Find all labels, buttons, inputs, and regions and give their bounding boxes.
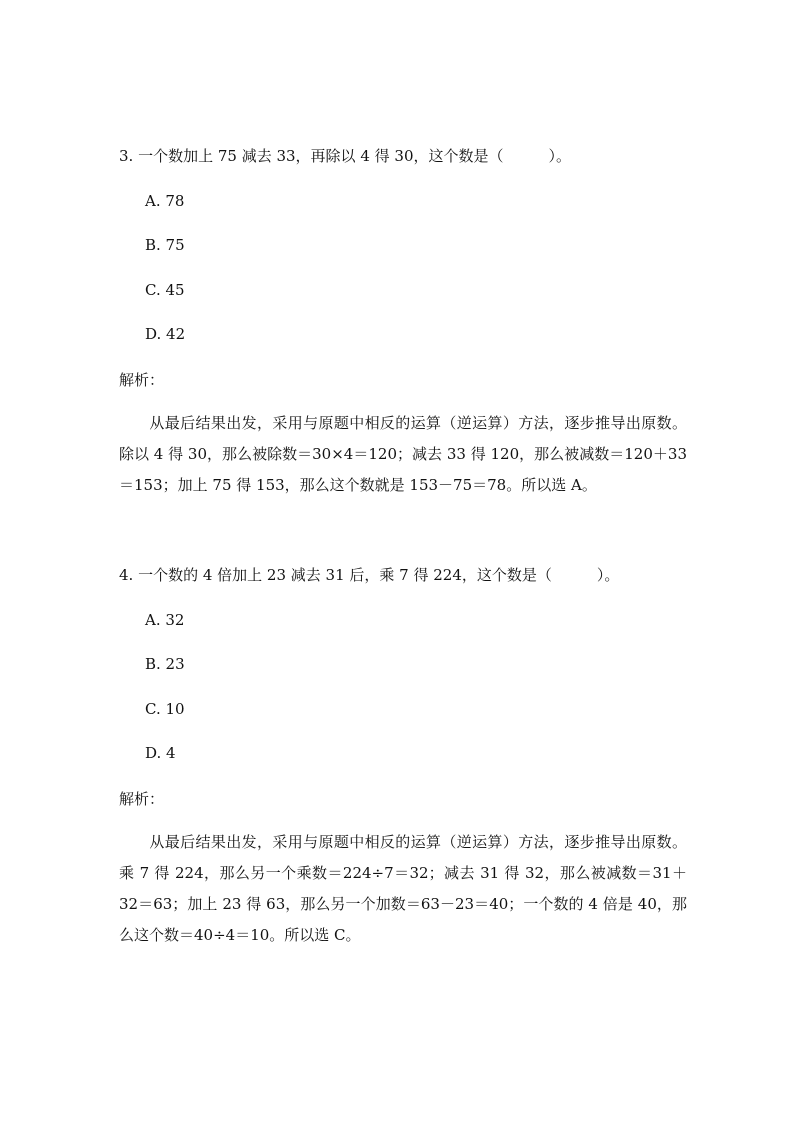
option-c: C. 10 [145,700,185,718]
analysis-text [119,408,687,501]
analysis-label: 解析： [119,371,165,389]
analysis-text [119,827,687,951]
option-b: B. 75 [145,236,185,254]
analysis-label: 解析： [119,790,165,808]
option-b: B. 23 [145,655,185,673]
question-stem: 4. 一个数的 4 倍加上 23 减去 31 后，乘 7 得 224，这个数是（ ）。 [119,566,620,584]
analysis-body: 从最后结果出发，采用与原题中相反的运算（逆运算）方法，逐步推导出原数。乘 7 得 224，那么另一个乘数＝224÷7＝32；减去 31 得 32，那么被减数＝31＋32＝63；加上 23 得 63，那么另一个加数＝63－23＝40；一个数的 4 倍是 40，那么这个数＝40÷4＝10。所以选 C。 [119,833,687,944]
question-stem: 3. 一个数加上 75 减去 33，再除以 4 得 30，这个数是（ ）。 [119,147,571,165]
option-d: D. 4 [145,744,176,762]
analysis-body: 从最后结果出发，采用与原题中相反的运算（逆运算）方法，逐步推导出原数。除以 4 得 30，那么被除数＝30×4＝120；减去 33 得 120，那么被减数＝120＋33＝153；加上 75 得 153，那么这个数就是 153－75＝78。所以选 A。 [119,414,687,494]
option-d: D. 42 [145,325,186,343]
option-a: A. 32 [145,611,185,629]
option-a: A. 78 [145,192,185,210]
option-c: C. 45 [145,281,185,299]
